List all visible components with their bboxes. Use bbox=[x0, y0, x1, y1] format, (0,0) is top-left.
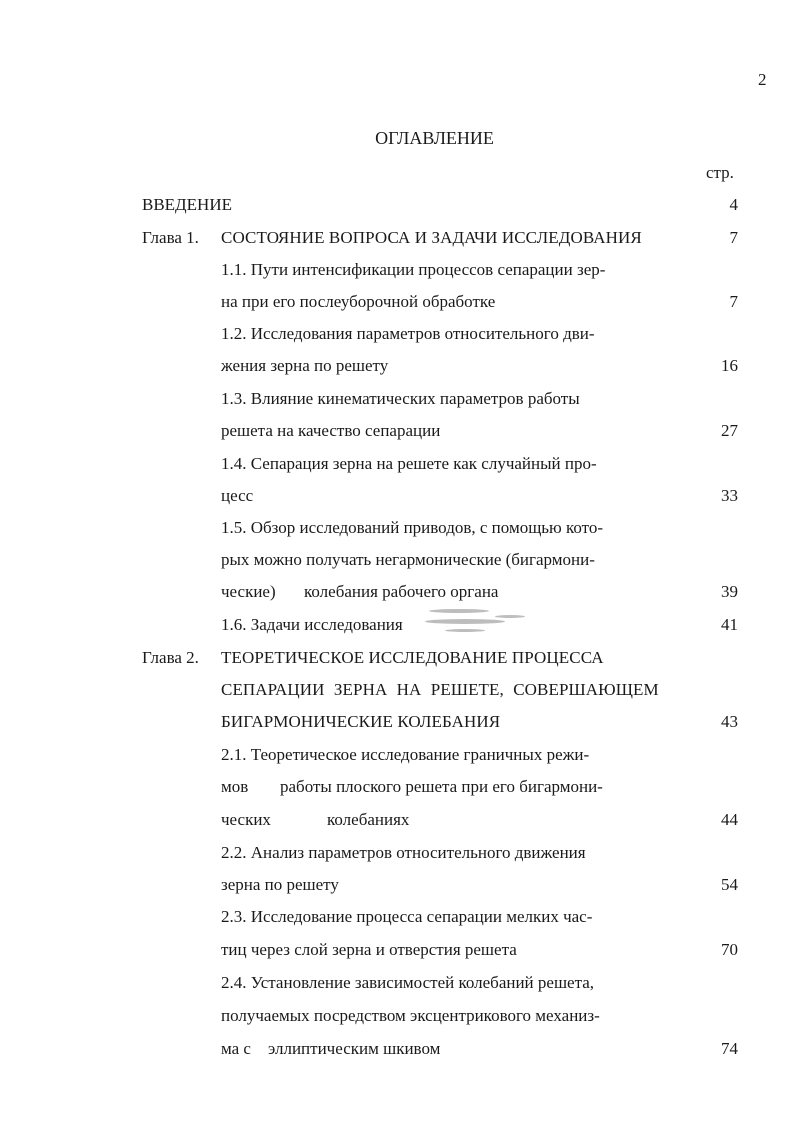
section-2-1-page: 44 bbox=[721, 810, 738, 829]
section-2-2-page: 54 bbox=[721, 875, 738, 894]
section-2-4-line3-start: ма с bbox=[221, 1039, 251, 1058]
section-1-4-line2: цесс bbox=[221, 486, 254, 505]
chapter-1-prefix: Глава 1. bbox=[142, 228, 199, 247]
section-1-1-line2: на при его послеуборочной обработке bbox=[221, 292, 496, 311]
chapter-1-page: 7 bbox=[729, 228, 738, 247]
section-1-1-line1: 1.1. Пути интенсификации процессов сепарации зер- bbox=[221, 260, 606, 279]
section-1-5-line1: 1.5. Обзор исследований приводов, с помощью кото- bbox=[221, 518, 604, 537]
toc-intro-label: ВВЕДЕНИЕ bbox=[142, 195, 232, 214]
chapter-2-page: 43 bbox=[721, 712, 738, 731]
section-1-3-page: 27 bbox=[721, 421, 738, 440]
page-number: 2 bbox=[758, 70, 767, 89]
section-2-1-line3-start: ческих bbox=[221, 810, 271, 829]
section-1-2-line2: жения зерна по решету bbox=[221, 356, 389, 375]
section-2-1-line1: 2.1. Теоретическое исследование граничных режи- bbox=[221, 745, 590, 764]
section-2-3-page: 70 bbox=[721, 940, 738, 959]
section-2-2-line2: зерна по решету bbox=[221, 875, 339, 894]
page-title: ОГЛАВЛЕНИЕ bbox=[375, 128, 494, 148]
section-1-5-line3-start: ческие) bbox=[221, 582, 276, 601]
scan-smudge bbox=[425, 605, 535, 639]
section-2-4-page: 74 bbox=[721, 1039, 738, 1058]
section-2-1-line2-start: мов bbox=[221, 777, 249, 796]
chapter-2-title-line2: СЕПАРАЦИИ ЗЕРНА НА РЕШЕТЕ, СОВЕРШАЮЩЕМ bbox=[221, 680, 659, 699]
section-1-6-page: 41 bbox=[721, 615, 738, 634]
section-1-5-line2: рых можно получать негармонические (бигармони- bbox=[221, 550, 595, 569]
section-2-4-line2: получаемых посредством эксцентрикового механиз- bbox=[221, 1006, 600, 1025]
chapter-2-title-line1: ТЕОРЕТИЧЕСКОЕ ИССЛЕДОВАНИЕ ПРОЦЕССА bbox=[221, 648, 604, 667]
section-1-5-page: 39 bbox=[721, 582, 738, 601]
section-2-4-line3-end: эллиптическим шкивом bbox=[268, 1039, 441, 1058]
section-2-3-line1: 2.3. Исследование процесса сепарации мелких час- bbox=[221, 907, 593, 926]
chapter-2-prefix: Глава 2. bbox=[142, 648, 199, 667]
section-1-4-page: 33 bbox=[721, 486, 738, 505]
section-1-2-page: 16 bbox=[721, 356, 738, 375]
section-1-5-line3-end: колебания рабочего органа bbox=[304, 582, 499, 601]
chapter-1-title: СОСТОЯНИЕ ВОПРОСА И ЗАДАЧИ ИССЛЕДОВАНИЯ bbox=[221, 228, 642, 247]
section-1-2-line1: 1.2. Исследования параметров относительного дви- bbox=[221, 324, 595, 343]
section-1-4-line1: 1.4. Сепарация зерна на решете как случайный про- bbox=[221, 454, 597, 473]
section-1-1-page: 7 bbox=[729, 292, 738, 311]
section-2-1-line3-end: колебаниях bbox=[327, 810, 410, 829]
section-1-3-line1: 1.3. Влияние кинематических параметров работы bbox=[221, 389, 580, 408]
section-2-1-line2-end: работы плоского решета при его бигармони- bbox=[280, 777, 603, 796]
section-2-3-line2: тиц через слой зерна и отверстия решета bbox=[221, 940, 517, 959]
section-2-2-line1: 2.2. Анализ параметров относительного движения bbox=[221, 843, 586, 862]
chapter-2-title-line3: БИГАРМОНИЧЕСКИЕ КОЛЕБАНИЯ bbox=[221, 712, 501, 731]
page-column-label: стр. bbox=[706, 163, 734, 182]
section-1-3-line2: решета на качество сепарации bbox=[221, 421, 441, 440]
toc-intro-page: 4 bbox=[729, 195, 738, 214]
section-1-6-line1: 1.6. Задачи исследования bbox=[221, 615, 403, 634]
section-2-4-line1: 2.4. Установление зависимостей колебаний решета, bbox=[221, 973, 595, 992]
